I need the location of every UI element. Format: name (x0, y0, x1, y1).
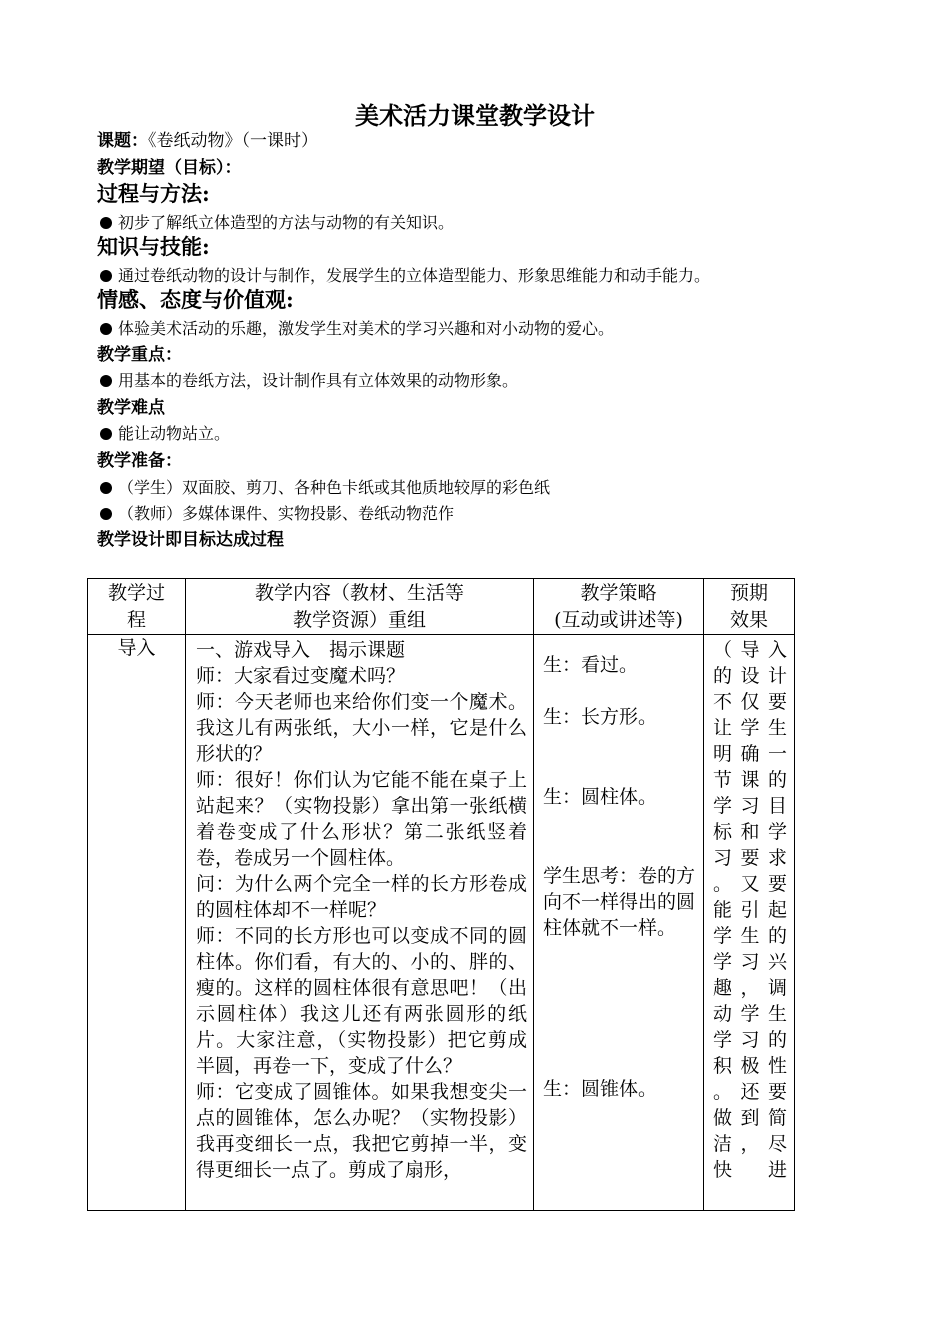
effect-text (713, 637, 787, 1183)
bullet-icon (100, 270, 112, 282)
effect-char: 节 (713, 769, 733, 791)
bullet-icon (100, 375, 112, 387)
effect-char: 学 (740, 717, 760, 739)
knowledge-item (100, 265, 710, 287)
effect-line (713, 923, 787, 949)
effect-line (713, 793, 787, 819)
effect-char: 能 (713, 899, 733, 921)
effect-line (713, 689, 787, 715)
effect-char: 的 (713, 665, 733, 687)
effect-line (713, 1001, 787, 1027)
effect-char: 兴 (767, 951, 787, 973)
effect-char: 洁 (713, 1133, 733, 1155)
effect-char: 目 (767, 795, 787, 817)
effect-char: 趣 (713, 977, 733, 999)
bullet-icon (100, 508, 112, 520)
effect-char: 求 (767, 847, 787, 869)
preparation-heading: 教学准备： (97, 451, 182, 471)
effect-line (713, 1027, 787, 1053)
effect-char: 计 (767, 665, 787, 687)
table-row (88, 635, 795, 1211)
bullet-icon (100, 323, 112, 335)
effect-line (713, 1157, 787, 1183)
strategy-note: 生：圆锥体。 (543, 1078, 658, 1100)
emotion-item-text: 体验美术活动的乐趣，激发学生对美术的学习兴趣和对小动物的爱心。 (118, 319, 615, 338)
effect-char: 一 (767, 743, 787, 765)
effect-char: 标 (713, 821, 733, 843)
header-stage: 教学过 程 (88, 579, 186, 635)
effect-char: 极 (740, 1055, 760, 1077)
preparation-item (100, 477, 550, 499)
topic-label: 课题： (97, 131, 148, 151)
effect-char: ， (740, 1133, 760, 1155)
knowledge-heading: 知识与技能: (97, 234, 210, 259)
effect-char: 导 (740, 639, 760, 661)
effect-char: 生 (767, 1003, 787, 1025)
effect-char: 学 (713, 925, 733, 947)
effect-char: 学 (767, 821, 787, 843)
topic-value: 《卷纸动物》（一课时） (148, 131, 318, 151)
bullet-icon (100, 482, 112, 494)
preparation-item-text: （学生）双面胶、剪刀、各种色卡纸或其他质地较厚的彩色纸 (118, 478, 551, 497)
effect-line (713, 1105, 787, 1131)
strategy-note: 生：看过。 (543, 654, 639, 676)
effect-char: （ (713, 639, 733, 661)
effect-char: 生 (767, 717, 787, 739)
header-strategy: 教学策略 (互动或讲述等) (534, 579, 704, 635)
effect-char: 简 (767, 1107, 787, 1129)
preparation-item-text: （教师）多媒体课件、实物投影、卷纸动物范作 (118, 504, 455, 523)
effect-char: 进 (767, 1159, 787, 1181)
content-paragraph: 师：大家看过变魔术吗？ (196, 665, 406, 687)
difficulty-item (100, 423, 230, 445)
effect-char: 习 (740, 795, 760, 817)
stage-cell: 导入 (88, 635, 186, 1211)
lesson-table (87, 578, 795, 1211)
effect-char: 要 (767, 1081, 787, 1103)
effect-char: 确 (740, 743, 760, 765)
goals-heading: 教学期望（目标）： (97, 158, 242, 178)
effect-char: 做 (713, 1107, 733, 1129)
preparation-item (100, 503, 454, 525)
effect-char: 尽 (767, 1133, 787, 1155)
effect-cell (704, 635, 795, 1211)
effect-char: 设 (740, 665, 760, 687)
effect-line (713, 975, 787, 1001)
header-content: 教学内容（教材、生活等 教学资源）重组 (186, 579, 534, 635)
difficulty-heading: 教学难点 (97, 398, 165, 418)
effect-char: 的 (767, 1029, 787, 1051)
effect-char: 仅 (740, 691, 760, 713)
effect-line (713, 1079, 787, 1105)
effect-char: 要 (767, 691, 787, 713)
effect-char: 学 (713, 1029, 733, 1051)
effect-char: 。 (713, 873, 733, 895)
process-item (100, 212, 454, 234)
effect-line (713, 845, 787, 871)
effect-char: 引 (740, 899, 760, 921)
process-heading: 过程与方法: (97, 181, 210, 206)
effect-char: ， (740, 977, 760, 999)
content-cell (186, 635, 534, 1211)
effect-line (713, 871, 787, 897)
effect-char: 学 (713, 795, 733, 817)
effect-line (713, 949, 787, 975)
effect-char: 入 (767, 639, 787, 661)
effect-char: 生 (740, 925, 760, 947)
effect-line (713, 637, 787, 663)
content-paragraph: 师：很好！你们认为它能不能在桌子上站起来？（实物投影）拿出第一张纸横着卷变成了什么形状？第二张纸竖着卷，卷成另一个圆柱体。 (196, 769, 527, 869)
table-header-row (88, 579, 795, 635)
effect-char: 习 (740, 1029, 760, 1051)
content-paragraph: 一、游戏导入 揭示课题 (196, 639, 406, 661)
effect-line (713, 715, 787, 741)
effect-char: 要 (767, 873, 787, 895)
effect-char: 调 (767, 977, 787, 999)
bullet-icon (100, 217, 112, 229)
content-paragraph: 师：今天老师也来给你们变一个魔术。我这儿有两张纸，大小一样，它是什么形状的？ (196, 691, 527, 765)
effect-line (713, 741, 787, 767)
content-paragraph: 师：不同的长方形也可以变成不同的圆柱体。你们看，有大的、小的、胖的、瘦的。这样的圆柱体很有意思吧！（出示圆柱体）我这儿还有两张圆形的纸片。大家注意，（实物投影）把它剪成半圆，再卷一下，变成了什么？ (196, 925, 527, 1077)
effect-char: 不 (713, 691, 733, 713)
emotion-heading: 情感、态度与价值观: (97, 287, 294, 312)
key-point-item (100, 370, 518, 392)
difficulty-item-text: 能让动物站立。 (118, 424, 231, 443)
header-effect: 预期 效果 (704, 579, 795, 635)
effect-line (713, 1053, 787, 1079)
bullet-icon (100, 428, 112, 440)
effect-char: 积 (713, 1055, 733, 1077)
effect-char: 学 (713, 951, 733, 973)
key-point-heading: 教学重点： (97, 345, 182, 365)
effect-line (713, 819, 787, 845)
effect-line (713, 897, 787, 923)
effect-char: 习 (740, 951, 760, 973)
effect-char: 习 (713, 847, 733, 869)
effect-char: 的 (767, 769, 787, 791)
content-paragraph: 师：它变成了圆锥体。如果我想变尖一点的圆锥体，怎么办呢？（实物投影）我再变细长一点，我把它剪掉一半，变得更细长一点了。剪成了扇形， (196, 1081, 527, 1181)
effect-char: 让 (713, 717, 733, 739)
effect-char: 要 (740, 847, 760, 869)
effect-char: 明 (713, 743, 733, 765)
effect-char: 到 (740, 1107, 760, 1129)
process-section-heading: 教学设计即目标达成过程 (97, 530, 284, 550)
emotion-item (100, 318, 614, 340)
effect-line (713, 1131, 787, 1157)
knowledge-item-text: 通过卷纸动物的设计与制作，发展学生的立体造型能力、形象思维能力和动手能力。 (118, 266, 711, 285)
strategy-note: 学生思考：卷的方向不一样得出的圆柱体就不一样。 (543, 865, 696, 939)
content-paragraph: 问：为什么两个完全一样的长方形卷成的圆柱体却不一样呢？ (196, 873, 527, 921)
strategy-note: 生：圆柱体。 (543, 786, 658, 808)
key-point-item-text: 用基本的卷纸方法，设计制作具有立体效果的动物形象。 (118, 371, 519, 390)
effect-line (713, 767, 787, 793)
process-item-text: 初步了解纸立体造型的方法与动物的有关知识。 (118, 213, 455, 232)
effect-char: 。 (713, 1081, 733, 1103)
effect-char: 学 (740, 1003, 760, 1025)
effect-char: 和 (740, 821, 760, 843)
page-title: 美术活力课堂教学设计 (355, 101, 595, 130)
effect-line (713, 663, 787, 689)
strategy-cell (534, 635, 704, 1211)
effect-char: 起 (767, 899, 787, 921)
effect-char: 课 (740, 769, 760, 791)
effect-char: 快 (713, 1159, 733, 1181)
strategy-note: 生：长方形。 (543, 706, 658, 728)
effect-char: 还 (740, 1081, 760, 1103)
topic-line (97, 129, 318, 153)
effect-char: 的 (767, 925, 787, 947)
effect-char: 又 (740, 873, 760, 895)
effect-char: 性 (767, 1055, 787, 1077)
effect-char: 动 (713, 1003, 733, 1025)
